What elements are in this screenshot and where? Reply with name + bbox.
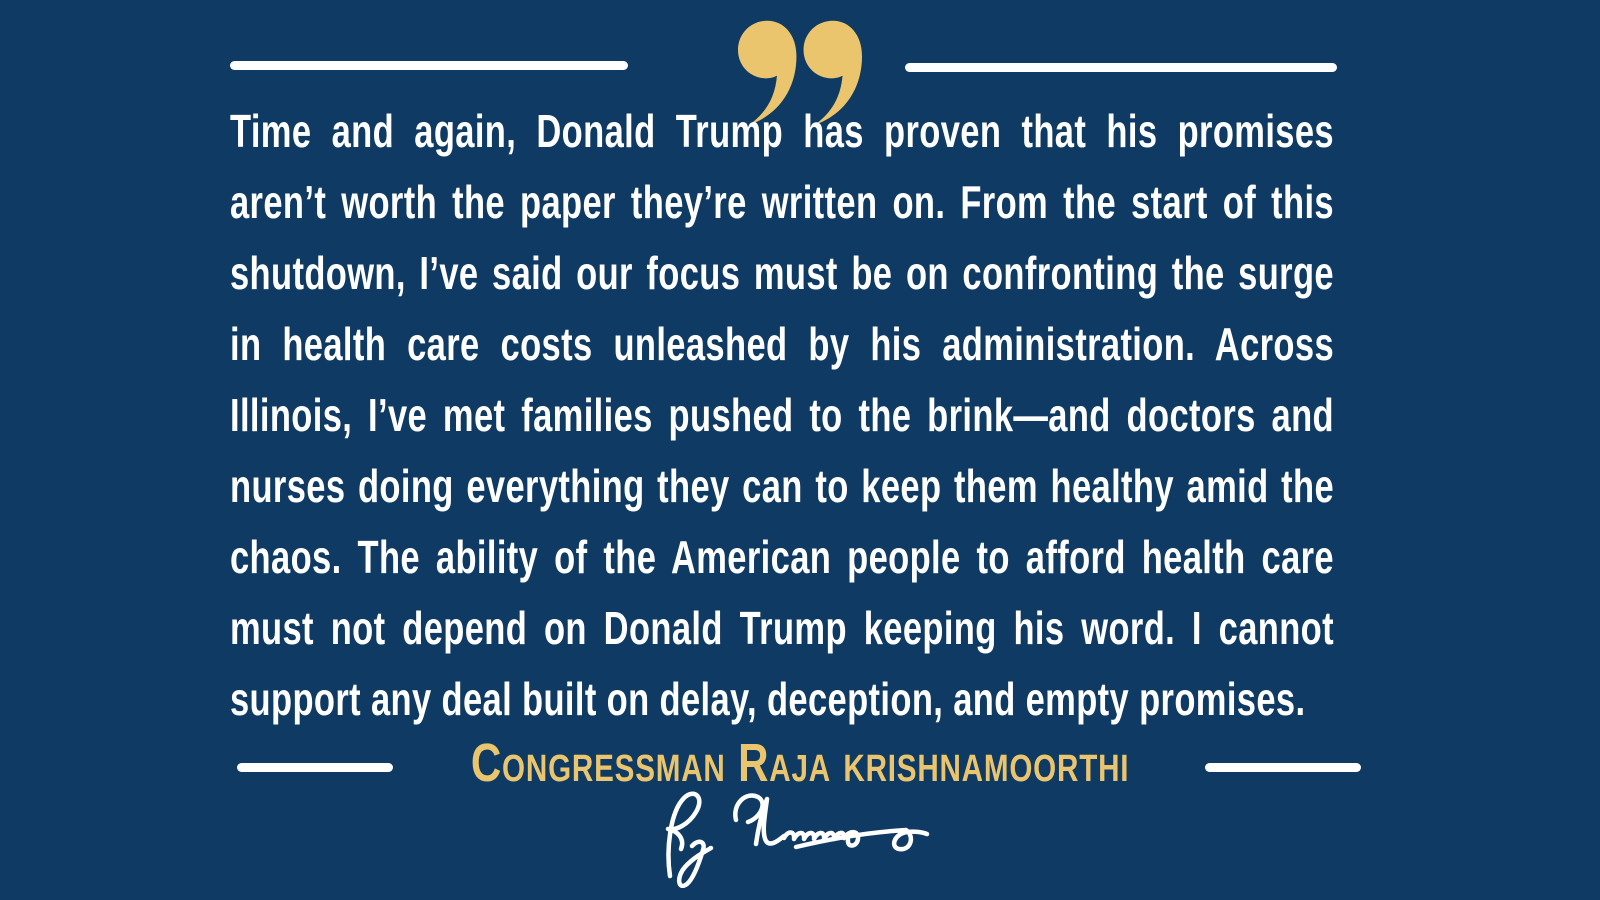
- raja-krishnamoorthi-signature-icon: [648, 786, 933, 888]
- quote-line: in health care costs unleashed by his administration. Across: [230, 318, 1334, 370]
- quote-line: must not depend on Donald Trump keeping his word. I cannot: [230, 602, 1334, 654]
- attribution-row: [0, 733, 1600, 793]
- quote-text-block: [230, 96, 1334, 735]
- divider-line-top-right: [905, 63, 1337, 72]
- quote-line: Illinois, I’ve met families pushed to the brink—and doctors and: [230, 389, 1334, 441]
- quote-text-inner: [230, 96, 1334, 735]
- quote-line: shutdown, I’ve said our focus must be on confronting the surge: [230, 247, 1334, 299]
- divider-line-top-left: [230, 61, 628, 70]
- quote-line: aren’t worth the paper they’re written on. From the start of this: [230, 176, 1334, 228]
- quote-line: nurses doing everything they can to keep them healthy amid the: [230, 460, 1334, 512]
- quote-line: support any deal built on delay, deception, and empty promises.: [230, 673, 1306, 725]
- quote-line: chaos. The ability of the American people to afford health care: [230, 531, 1334, 583]
- attribution-name: Congressman Raja krishnamoorthi: [470, 733, 1130, 793]
- quote-line: Time and again, Donald Trump has proven that his promises: [230, 105, 1334, 157]
